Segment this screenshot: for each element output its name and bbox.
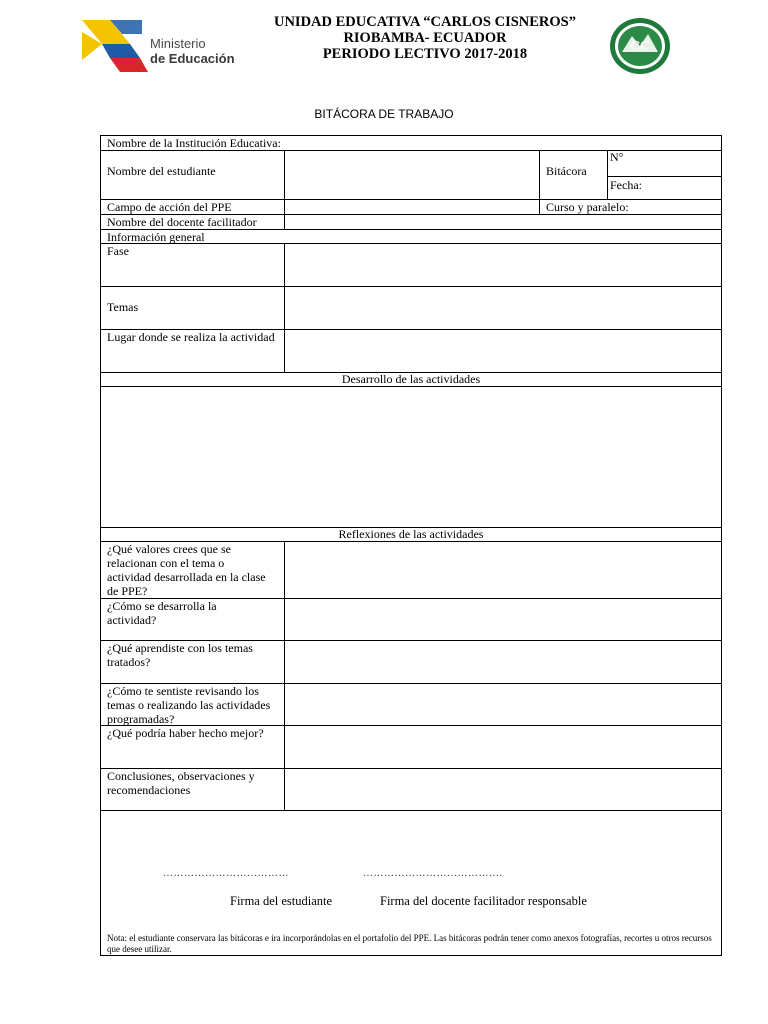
ministry-line2: de Educación [150, 51, 235, 66]
phase-label: Fase [107, 244, 129, 258]
ministry-wordmark [150, 36, 235, 66]
development-label: Desarrollo de las actividades [341, 372, 481, 386]
place-label: Lugar donde se realiza la actividad [107, 330, 275, 344]
ministry-line1: Ministerio [150, 36, 206, 51]
topics-label: Temas [107, 300, 139, 314]
student-signature-label: Firma del estudiante [230, 894, 333, 908]
question-better: ¿Qué podría haber hecho mejor? [107, 726, 264, 740]
bitacora-label: Bitácora [546, 164, 587, 178]
general-info-label: Información general [107, 230, 205, 244]
course-label: Curso y paralelo: [546, 200, 629, 214]
teacher-signature-label: Firma del docente facilitador responsable [380, 894, 587, 908]
question-felt: ¿Cómo te sentiste revisando los temas o realizando las actividades programadas? [107, 684, 271, 726]
date-label: Fecha: [610, 178, 642, 192]
school-seal [608, 16, 672, 76]
school-period: PERIODO LECTIVO 2017-2018 [322, 46, 528, 62]
question-values: ¿Qué valores crees que se relacionan con el tema o actividad desarrollada en la clase de PPE? [107, 542, 266, 598]
field-ppe-label: Campo de acción del PPE [107, 200, 232, 214]
conclusions-label: Conclusiones, observaciones y recomendaciones [107, 769, 255, 797]
question-how: ¿Cómo se desarrolla la actividad? [107, 599, 217, 627]
school-seal-icon [608, 16, 672, 76]
svg-text:CC: CC [630, 39, 650, 53]
document-title: BITÁCORA DE TRABAJO [314, 107, 454, 121]
institution-label: Nombre de la Institución Educativa: [107, 136, 281, 150]
footnote: Nota: el estudiante conservara las bitácoras e ira incorporándolas en el portafolio del PPE. Las bitácoras podrán tener como anexos fotografías, recortes u otros recursos que desee utilizar. [107, 933, 712, 954]
logbook-form [100, 135, 722, 956]
teacher-name-label: Nombre del docente facilitador [107, 215, 257, 229]
teacher-signature-line: …………………………………. [363, 868, 503, 879]
school-location: RIOBAMBA- ECUADOR [343, 30, 507, 46]
student-name-label: Nombre del estudiante [107, 164, 216, 178]
student-signature-line: ……………………………… [163, 868, 289, 879]
number-label: N° [610, 150, 624, 164]
school-name: UNIDAD EDUCATIVA “CARLOS CISNEROS” [273, 14, 576, 30]
school-header [250, 14, 600, 62]
ecuador-flag-logo-icon [80, 14, 150, 76]
question-learned: ¿Qué aprendiste con los temas tratados? [107, 641, 253, 669]
reflections-label: Reflexiones de las actividades [338, 527, 484, 541]
